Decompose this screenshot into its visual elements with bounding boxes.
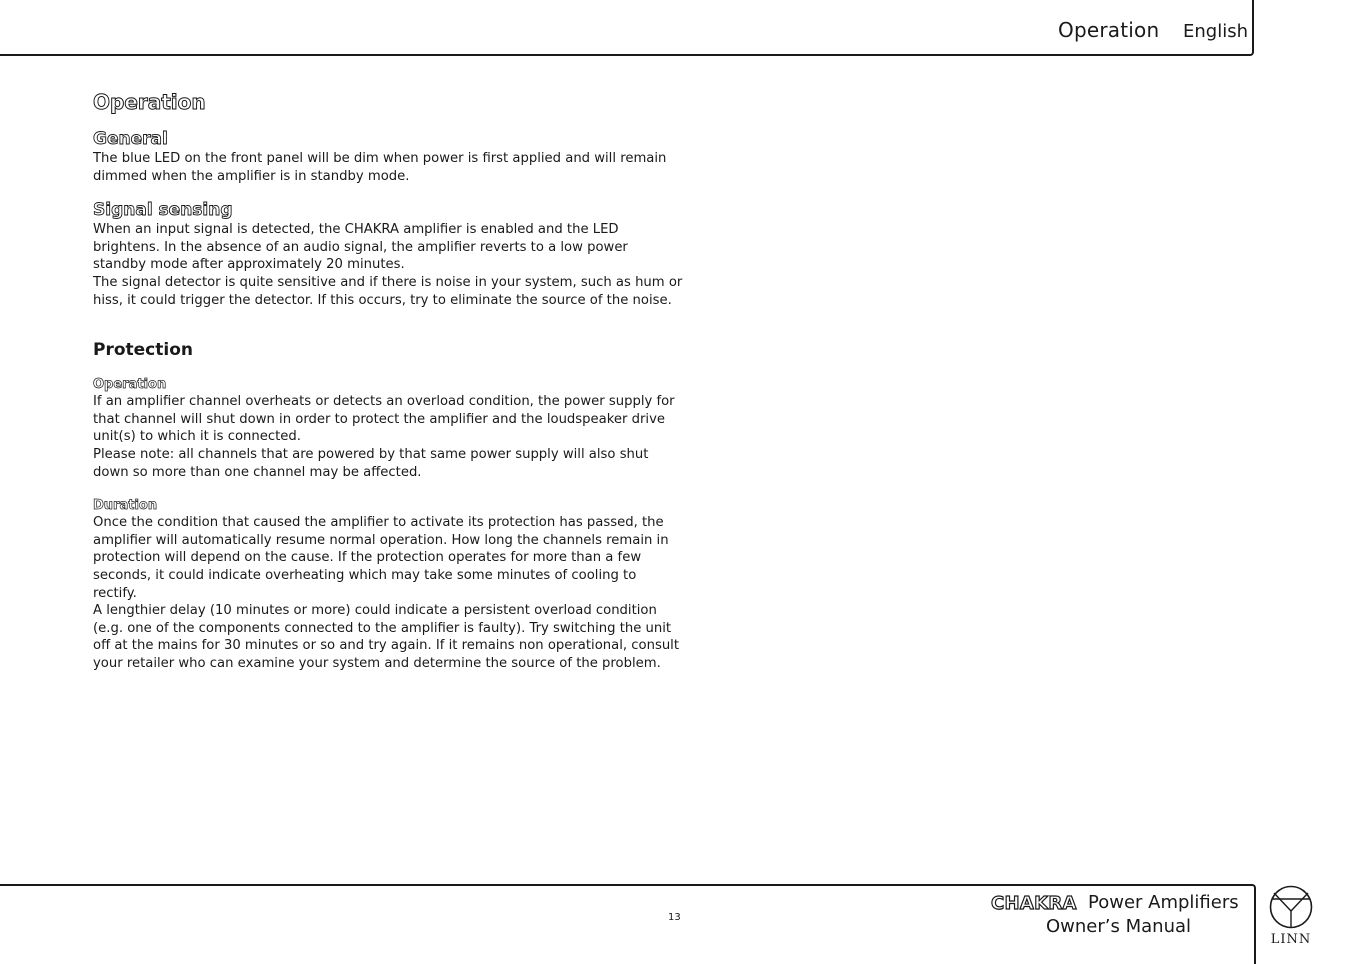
header-section-title: Operation bbox=[1058, 18, 1160, 42]
product-brand: CHAKRA bbox=[991, 893, 1077, 914]
signal-sensing-heading: Signal sensing bbox=[93, 200, 233, 221]
operation-para-1: If an amplifier channel overheats or detects an overload condition, the power supply for that channel will shut down in order to protect the amplifier and the loudspeaker drive unit(s) to which it is connected. bbox=[93, 394, 675, 445]
general-body: The blue LED on the front panel will be dim when power is first applied and will remain dimmed when the amplifier is in standby mode. bbox=[93, 151, 667, 184]
page-number: 13 bbox=[668, 912, 681, 923]
page-title: Operation bbox=[93, 90, 206, 114]
protection-heading: Protection bbox=[93, 340, 193, 361]
operation-subheading: Operation bbox=[93, 377, 167, 393]
subsection-operation bbox=[93, 376, 693, 481]
page-content bbox=[93, 88, 693, 672]
manual-title: Owner’s Manual bbox=[1046, 916, 1192, 937]
duration-para-1: Once the condition that caused the amplifier to activate its protection has passed, the amplifier will automatically resume normal operation. How long the channels remain in protection will depend on the cause. If the protection operates for more than a few seconds, it could indicate overheating which may take some minutes of cooling to rectify. bbox=[93, 515, 669, 601]
operation-para-2: Please note: all channels that are powered by that same power supply will also shut down so more than one channel may be affected. bbox=[93, 446, 649, 480]
section-signal-sensing bbox=[93, 199, 693, 309]
linn-logo-text: LINN bbox=[1270, 932, 1312, 947]
linn-logo-icon bbox=[1266, 885, 1316, 947]
signal-sensing-para-2: The signal detector is quite sensitive and if there is noise in your system, such as hum or hiss, it could trigger the detector. If this occurs, try to eliminate the source of the noise. bbox=[93, 274, 683, 308]
duration-subheading: Duration bbox=[93, 498, 158, 514]
header-language: English bbox=[1183, 21, 1248, 42]
duration-para-2: A lengthier delay (10 minutes or more) could indicate a persistent overload condition (e.g. one of the components connected to the amplifier is faulty). Try switching the unit off at the mains for 30 minutes or so and try again. If it remains non operational, consult your retailer who can examine your system and determine the source of the problem. bbox=[93, 603, 680, 671]
subsection-duration bbox=[93, 497, 693, 672]
product-name: Power Amplifiers bbox=[1088, 892, 1239, 913]
general-heading: General bbox=[93, 129, 168, 149]
section-protection bbox=[93, 339, 693, 672]
section-general bbox=[93, 128, 693, 185]
signal-sensing-para-1: When an input signal is detected, the CHAKRA amplifier is enabled and the LED brightens. In the absence of an audio signal, the amplifier reverts to a low power standby mode after approximately 20 minutes. bbox=[93, 222, 628, 273]
